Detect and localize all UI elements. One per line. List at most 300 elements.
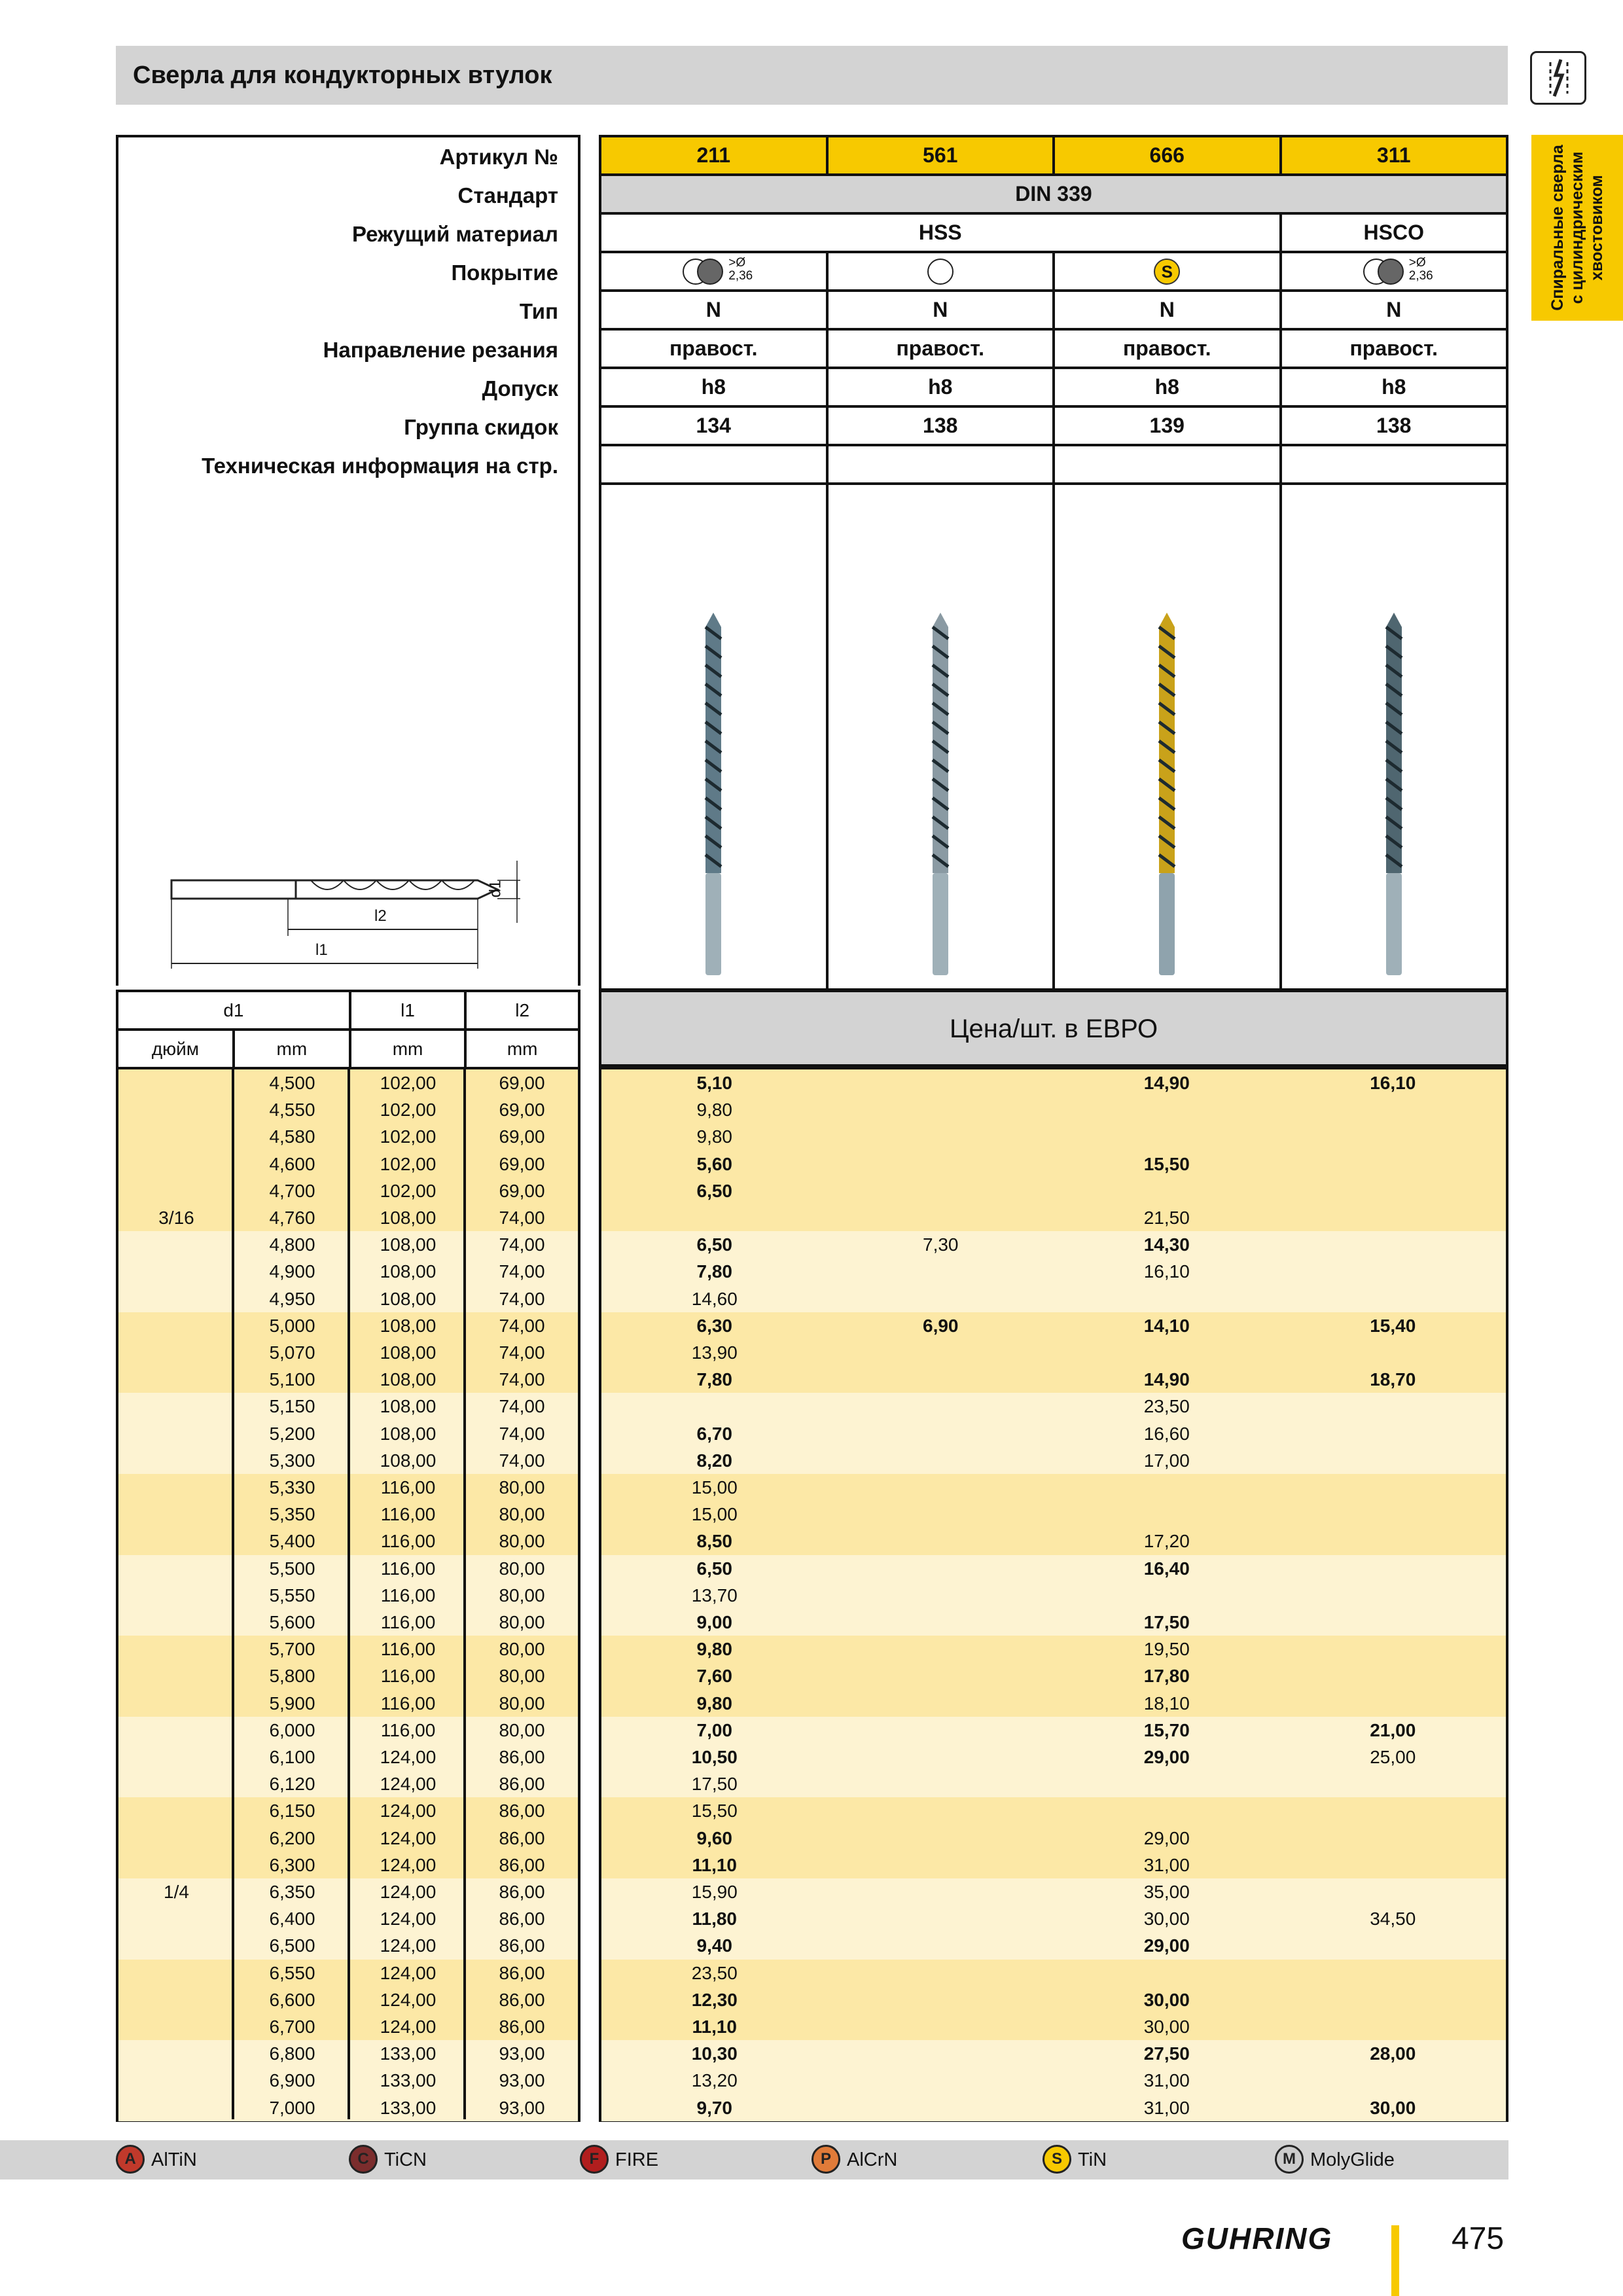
type-cell: N xyxy=(1281,291,1508,329)
l2-cell: 74,00 xyxy=(499,1396,545,1417)
direction-cell: правост. xyxy=(1054,329,1281,368)
l1-cell: 108,00 xyxy=(380,1450,437,1471)
price-cell: 10,30 xyxy=(691,2043,738,2064)
l2-cell: 86,00 xyxy=(499,1962,545,1983)
price-cell: 15,50 xyxy=(691,1801,738,1821)
price-header: Цена/шт. в ЕВРО xyxy=(599,990,1508,1067)
column-divider xyxy=(232,1069,234,2119)
d1-cell: 5,100 xyxy=(269,1369,315,1390)
table-row xyxy=(601,1960,1506,1986)
price-cell: 17,00 xyxy=(1143,1450,1190,1471)
coating-note-line: >Ø xyxy=(728,255,746,270)
price-cell: 10,50 xyxy=(691,1747,738,1767)
spec-label: Стандарт xyxy=(457,183,558,207)
l1-cell: 116,00 xyxy=(380,1585,436,1605)
column-divider xyxy=(463,1069,466,2119)
discount-group-cell: 138 xyxy=(1281,406,1508,445)
side-tab-line: хвостовиком xyxy=(1588,175,1606,281)
d1-cell: 4,950 xyxy=(269,1288,315,1309)
price-cell: 13,70 xyxy=(691,1585,738,1605)
price-cell: 15,70 xyxy=(1143,1719,1190,1740)
l2-cell: 80,00 xyxy=(499,1719,545,1740)
l1-cell: 124,00 xyxy=(380,1909,437,1929)
price-cell: 15,50 xyxy=(1143,1153,1190,1174)
coating-fire-icon: F xyxy=(580,2145,609,2174)
d1-cell: 5,350 xyxy=(269,1504,315,1525)
inch-cell: 1/4 xyxy=(164,1882,189,1902)
price-cell: 31,00 xyxy=(1143,2097,1190,2118)
tech-page-cell[interactable] xyxy=(827,445,1054,484)
price-cell: 29,00 xyxy=(1143,1747,1190,1767)
l2-cell: 80,00 xyxy=(499,1612,545,1632)
spec-label: Режущий материал xyxy=(351,222,558,246)
d1-cell: 4,500 xyxy=(269,1073,315,1093)
price-cell: 7,30 xyxy=(923,1234,959,1255)
d1-cell: 6,350 xyxy=(269,1882,315,1902)
price-cell: 23,50 xyxy=(1143,1396,1190,1417)
price-cell: 14,90 xyxy=(1143,1369,1190,1390)
discount-group-cell: 139 xyxy=(1054,406,1281,445)
coating-altin-icon: A xyxy=(116,2145,145,2174)
spec-label: Группа скидок xyxy=(404,415,558,439)
price-cell: 9,80 xyxy=(696,1126,732,1147)
price-cell: 9,80 xyxy=(696,1639,732,1660)
d1-cell: 6,200 xyxy=(269,1827,315,1848)
l1-cell: 124,00 xyxy=(380,1827,437,1848)
dimension-header-table xyxy=(116,990,580,1069)
table-row xyxy=(601,1555,1506,1582)
table-row xyxy=(601,1878,1506,1905)
tech-page-cell[interactable] xyxy=(1281,445,1508,484)
table-row xyxy=(601,1420,1506,1447)
drill-image-cell xyxy=(827,484,1054,990)
schematic-d1-label: d1 xyxy=(486,880,505,898)
l1-cell: 108,00 xyxy=(380,1315,437,1336)
d1-cell: 4,900 xyxy=(269,1261,315,1282)
brand-accent-bar xyxy=(1391,2225,1399,2296)
l2-cell: 93,00 xyxy=(499,2097,545,2118)
price-cell: 28,00 xyxy=(1370,2043,1416,2064)
article-number: 311 xyxy=(1281,136,1508,175)
l1-cell: 124,00 xyxy=(380,1989,437,2010)
l2-cell: 86,00 xyxy=(499,1747,545,1767)
price-cell: 16,10 xyxy=(1143,1261,1190,1282)
l2-cell: 93,00 xyxy=(499,2043,545,2064)
type-cell: N xyxy=(600,291,827,329)
price-cell: 27,50 xyxy=(1143,2043,1190,2064)
l1-cell: 102,00 xyxy=(380,1153,437,1174)
side-tab-line: Спиральные сверла xyxy=(1548,145,1567,311)
table-row xyxy=(601,1231,1506,1258)
table-row xyxy=(601,1662,1506,1689)
coating-ticn-icon: C xyxy=(349,2145,378,2174)
mm-unit-header: mm xyxy=(350,1030,466,1068)
legend-label: TiCN xyxy=(384,2149,427,2170)
table-row xyxy=(601,1797,1506,1824)
l1-cell: 116,00 xyxy=(380,1639,436,1660)
l1-header: l1 xyxy=(350,991,466,1030)
l1-cell: 124,00 xyxy=(380,1854,437,1875)
table-row xyxy=(601,1609,1506,1636)
inch-unit-header: дюйм xyxy=(117,1030,234,1068)
l2-cell: 86,00 xyxy=(499,1909,545,1929)
article-number: 666 xyxy=(1054,136,1281,175)
l2-cell: 74,00 xyxy=(499,1342,545,1363)
d1-cell: 6,500 xyxy=(269,1935,315,1956)
table-row xyxy=(601,1474,1506,1501)
l2-cell: 69,00 xyxy=(499,1180,545,1201)
price-cell: 7,80 xyxy=(696,1369,732,1390)
coating-note xyxy=(728,257,753,283)
product-spec-table xyxy=(599,135,1508,991)
section-side-tab xyxy=(1531,135,1623,321)
spec-label: Допуск xyxy=(482,376,558,401)
article-number: 211 xyxy=(600,136,827,175)
l2-cell: 80,00 xyxy=(499,1531,545,1552)
price-cell: 7,60 xyxy=(696,1666,732,1687)
price-cell: 30,00 xyxy=(1370,2097,1416,2118)
price-cell: 17,50 xyxy=(1143,1612,1190,1632)
l1-cell: 102,00 xyxy=(380,1100,437,1121)
l2-cell: 74,00 xyxy=(499,1288,545,1309)
price-cell: 6,50 xyxy=(696,1234,732,1255)
d1-cell: 6,300 xyxy=(269,1854,315,1875)
l1-cell: 108,00 xyxy=(380,1342,437,1363)
l1-cell: 102,00 xyxy=(380,1126,437,1147)
coating-note-line: >Ø xyxy=(1408,255,1426,270)
table-row xyxy=(601,1069,1506,1096)
l2-cell: 86,00 xyxy=(499,1989,545,2010)
l1-cell: 116,00 xyxy=(380,1504,436,1525)
price-cell: 17,80 xyxy=(1143,1666,1190,1687)
d1-cell: 5,300 xyxy=(269,1450,315,1471)
price-cell: 6,90 xyxy=(923,1315,959,1336)
drill-category-icon xyxy=(1530,51,1586,105)
drill-image xyxy=(1147,611,1186,978)
price-cell: 31,00 xyxy=(1143,1854,1190,1875)
price-cell: 9,80 xyxy=(696,1100,732,1121)
coating-molyglide-icon: M xyxy=(1275,2145,1304,2174)
l2-header: l2 xyxy=(465,991,579,1030)
d1-cell: 6,150 xyxy=(269,1801,315,1821)
inch-cell: 3/16 xyxy=(158,1208,194,1228)
d1-cell: 4,600 xyxy=(269,1153,315,1174)
bright-finish-icon xyxy=(1358,255,1433,287)
price-cell: 9,70 xyxy=(696,2097,732,2118)
l2-cell: 74,00 xyxy=(499,1234,545,1255)
d1-cell: 5,500 xyxy=(269,1558,315,1579)
coating-legend xyxy=(0,2140,1508,2179)
table-row xyxy=(601,1123,1506,1150)
price-cell: 9,40 xyxy=(696,1935,732,1956)
legend-label: AlCrN xyxy=(847,2149,898,2170)
price-cell: 7,00 xyxy=(696,1719,732,1740)
table-row xyxy=(601,1744,1506,1770)
spec-label: Тип xyxy=(519,299,558,323)
l1-cell: 124,00 xyxy=(380,1747,437,1767)
l1-cell: 124,00 xyxy=(380,1801,437,1821)
d1-cell: 6,120 xyxy=(269,1774,315,1795)
bright-finish-icon xyxy=(677,255,753,287)
table-row xyxy=(601,1582,1506,1609)
direction-cell: правост. xyxy=(600,329,827,368)
d1-cell: 5,000 xyxy=(269,1315,315,1336)
price-cell: 13,20 xyxy=(691,2070,738,2091)
table-row xyxy=(601,1905,1506,1932)
l1-cell: 116,00 xyxy=(380,1558,436,1579)
table-row xyxy=(601,1986,1506,2013)
l1-cell: 116,00 xyxy=(380,1666,436,1687)
l1-cell: 102,00 xyxy=(380,1073,437,1093)
l2-cell: 69,00 xyxy=(499,1073,545,1093)
coating-note-line: 2,36 xyxy=(728,268,753,283)
l2-cell: 69,00 xyxy=(499,1100,545,1121)
table-row xyxy=(601,1177,1506,1204)
l1-cell: 133,00 xyxy=(380,2097,437,2118)
coating-cell xyxy=(1281,252,1508,291)
table-row xyxy=(601,2094,1506,2121)
mm-unit-header: mm xyxy=(465,1030,579,1068)
l1-cell: 133,00 xyxy=(380,2043,437,2064)
tech-page-cell[interactable] xyxy=(1054,445,1281,484)
price-cell: 6,50 xyxy=(696,1180,732,1201)
l2-cell: 80,00 xyxy=(499,1639,545,1660)
l2-cell: 74,00 xyxy=(499,1261,545,1282)
l1-cell: 108,00 xyxy=(380,1423,437,1444)
coating-cell xyxy=(1054,252,1281,291)
price-data-table xyxy=(599,1067,1508,2122)
d1-cell: 5,070 xyxy=(269,1342,315,1363)
article-number: 561 xyxy=(827,136,1054,175)
tin-symbol: S xyxy=(1154,259,1180,285)
price-cell: 5,60 xyxy=(696,1153,732,1174)
d1-cell: 4,760 xyxy=(269,1208,315,1228)
price-cell: 14,60 xyxy=(691,1288,738,1309)
coating-cell xyxy=(827,252,1054,291)
price-cell: 15,00 xyxy=(691,1504,738,1525)
price-cell: 11,10 xyxy=(692,1854,738,1875)
l1-cell: 108,00 xyxy=(380,1288,437,1309)
table-row xyxy=(601,1770,1506,1797)
drill-dimension-schematic xyxy=(170,851,537,978)
tech-page-cell[interactable] xyxy=(600,445,827,484)
l2-cell: 86,00 xyxy=(499,1774,545,1795)
table-row xyxy=(601,1393,1506,1420)
price-cell: 29,00 xyxy=(1143,1827,1190,1848)
price-cell: 25,00 xyxy=(1370,1747,1416,1767)
bright-finish-icon xyxy=(904,257,976,287)
price-cell: 17,50 xyxy=(691,1774,738,1795)
price-cell: 17,20 xyxy=(1143,1531,1190,1552)
l2-cell: 86,00 xyxy=(499,2017,545,2037)
price-cell: 15,40 xyxy=(1370,1315,1416,1336)
d1-cell: 5,150 xyxy=(269,1396,315,1417)
l1-cell: 108,00 xyxy=(380,1234,437,1255)
price-cell: 8,20 xyxy=(696,1450,732,1471)
discount-group-cell: 134 xyxy=(600,406,827,445)
d1-cell: 5,200 xyxy=(269,1423,315,1444)
table-row xyxy=(601,2013,1506,2040)
price-cell: 9,60 xyxy=(696,1827,732,1848)
schematic-l2-label: l2 xyxy=(374,907,387,925)
l2-cell: 93,00 xyxy=(499,2070,545,2091)
l1-cell: 116,00 xyxy=(380,1612,436,1632)
price-cell: 34,50 xyxy=(1370,1909,1416,1929)
coating-tin-icon: S xyxy=(1043,2145,1071,2174)
table-row xyxy=(601,1258,1506,1285)
price-cell: 30,00 xyxy=(1143,2017,1190,2037)
l1-cell: 116,00 xyxy=(380,1693,436,1713)
d1-cell: 4,550 xyxy=(269,1100,315,1121)
dimension-data-table xyxy=(116,1067,580,2122)
coating-note-line: 2,36 xyxy=(1408,268,1433,283)
l1-cell: 124,00 xyxy=(380,2017,437,2037)
l2-cell: 74,00 xyxy=(499,1450,545,1471)
price-cell: 13,90 xyxy=(691,1342,738,1363)
coating-cell xyxy=(600,252,827,291)
table-row xyxy=(601,1932,1506,1959)
tin-coating-icon xyxy=(1131,257,1203,287)
price-cell: 7,80 xyxy=(696,1261,732,1282)
table-row xyxy=(601,1447,1506,1474)
column-divider xyxy=(348,1069,350,2119)
d1-cell: 6,100 xyxy=(269,1747,315,1767)
legend-label: FIRE xyxy=(615,2149,659,2170)
tolerance-cell: h8 xyxy=(1054,368,1281,406)
d1-cell: 6,900 xyxy=(269,2070,315,2091)
price-cell: 6,70 xyxy=(696,1423,732,1444)
price-cell: 11,10 xyxy=(692,2017,738,2037)
direction-cell: правост. xyxy=(827,329,1054,368)
l2-cell: 80,00 xyxy=(499,1585,545,1605)
l2-cell: 69,00 xyxy=(499,1153,545,1174)
price-cell: 16,60 xyxy=(1143,1423,1190,1444)
l1-cell: 108,00 xyxy=(380,1369,437,1390)
page-title: Сверла для кондукторных втулок xyxy=(116,46,1508,105)
l2-cell: 86,00 xyxy=(499,1854,545,1875)
price-cell: 12,30 xyxy=(691,1989,738,2010)
type-cell: N xyxy=(1054,291,1281,329)
d1-cell: 6,800 xyxy=(269,2043,315,2064)
legend-label: AlTiN xyxy=(151,2149,197,2170)
type-cell: N xyxy=(827,291,1054,329)
price-cell: 19,50 xyxy=(1143,1639,1190,1660)
price-cell: 5,10 xyxy=(696,1073,732,1093)
tolerance-cell: h8 xyxy=(827,368,1054,406)
table-row xyxy=(601,1852,1506,1878)
d1-cell: 6,700 xyxy=(269,2017,315,2037)
price-cell: 35,00 xyxy=(1143,1882,1190,1902)
table-row xyxy=(601,1501,1506,1528)
table-row xyxy=(601,2040,1506,2067)
table-row xyxy=(601,1528,1506,1554)
mm-unit-header: mm xyxy=(234,1030,350,1068)
d1-cell: 5,900 xyxy=(269,1693,315,1713)
price-cell: 18,70 xyxy=(1370,1369,1416,1390)
price-cell: 23,50 xyxy=(691,1962,738,1983)
d1-cell: 5,400 xyxy=(269,1531,315,1552)
legend-label: MolyGlide xyxy=(1310,2149,1395,2170)
table-row xyxy=(601,1690,1506,1717)
price-cell: 15,90 xyxy=(691,1882,738,1902)
l1-cell: 124,00 xyxy=(380,1882,437,1902)
price-cell: 6,50 xyxy=(696,1558,732,1579)
price-cell: 14,30 xyxy=(1143,1234,1190,1255)
d1-cell: 5,330 xyxy=(269,1477,315,1498)
l2-cell: 86,00 xyxy=(499,1882,545,1902)
table-row xyxy=(601,1717,1506,1744)
d1-cell: 6,000 xyxy=(269,1719,315,1740)
d1-cell: 5,800 xyxy=(269,1666,315,1687)
price-cell: 11,80 xyxy=(692,1909,738,1929)
price-cell: 16,10 xyxy=(1370,1073,1416,1093)
price-cell: 29,00 xyxy=(1143,1935,1190,1956)
d1-cell: 6,400 xyxy=(269,1909,315,1929)
l1-cell: 116,00 xyxy=(380,1531,436,1552)
price-cell: 6,30 xyxy=(696,1315,732,1336)
table-row xyxy=(601,1312,1506,1339)
price-cell: 31,00 xyxy=(1143,2070,1190,2091)
side-tab-line: с цилиндрическим xyxy=(1568,151,1586,304)
d1-cell: 5,600 xyxy=(269,1612,315,1632)
coating-alcrn-icon: P xyxy=(812,2145,840,2174)
table-row xyxy=(601,1825,1506,1852)
d1-cell: 6,550 xyxy=(269,1962,315,1983)
l2-cell: 74,00 xyxy=(499,1369,545,1390)
l1-cell: 108,00 xyxy=(380,1261,437,1282)
d1-cell: 4,580 xyxy=(269,1126,315,1147)
l2-cell: 80,00 xyxy=(499,1666,545,1687)
l2-cell: 69,00 xyxy=(499,1126,545,1147)
drill-image-cell xyxy=(600,484,827,990)
l1-cell: 116,00 xyxy=(380,1477,436,1498)
price-cell: 21,00 xyxy=(1370,1719,1416,1740)
d1-cell: 5,550 xyxy=(269,1585,315,1605)
coating-note xyxy=(1409,257,1433,283)
brand-logo: GUHRING xyxy=(1181,2221,1333,2255)
d1-header: d1 xyxy=(117,991,350,1030)
l2-cell: 80,00 xyxy=(499,1693,545,1713)
price-cell: 9,80 xyxy=(696,1693,732,1713)
l2-cell: 74,00 xyxy=(499,1423,545,1444)
spec-label: Покрытие xyxy=(451,260,558,285)
spec-label: Артикул № xyxy=(439,145,558,169)
l1-cell: 133,00 xyxy=(380,2070,437,2091)
table-row xyxy=(601,1285,1506,1312)
discount-group-cell: 138 xyxy=(827,406,1054,445)
d1-cell: 6,600 xyxy=(269,1989,315,2010)
direction-cell: правост. xyxy=(1281,329,1508,368)
table-row xyxy=(601,1366,1506,1393)
standard-cell: DIN 339 xyxy=(600,175,1507,213)
l2-cell: 80,00 xyxy=(499,1504,545,1525)
l2-cell: 86,00 xyxy=(499,1935,545,1956)
price-cell: 18,10 xyxy=(1143,1693,1190,1713)
l2-cell: 80,00 xyxy=(499,1477,545,1498)
price-cell: 30,00 xyxy=(1143,1909,1190,1929)
legend-label: TiN xyxy=(1078,2149,1107,2170)
spec-label: Техническая информация на стр. xyxy=(202,454,558,478)
d1-cell: 7,000 xyxy=(269,2097,315,2118)
d1-cell: 5,700 xyxy=(269,1639,315,1660)
l1-cell: 124,00 xyxy=(380,1962,437,1983)
l1-cell: 108,00 xyxy=(380,1396,437,1417)
table-row xyxy=(601,1339,1506,1366)
schematic-l1-label: l1 xyxy=(315,941,328,959)
l2-cell: 80,00 xyxy=(499,1558,545,1579)
price-cell: 14,10 xyxy=(1143,1315,1190,1336)
drill-image-cell xyxy=(1281,484,1508,990)
